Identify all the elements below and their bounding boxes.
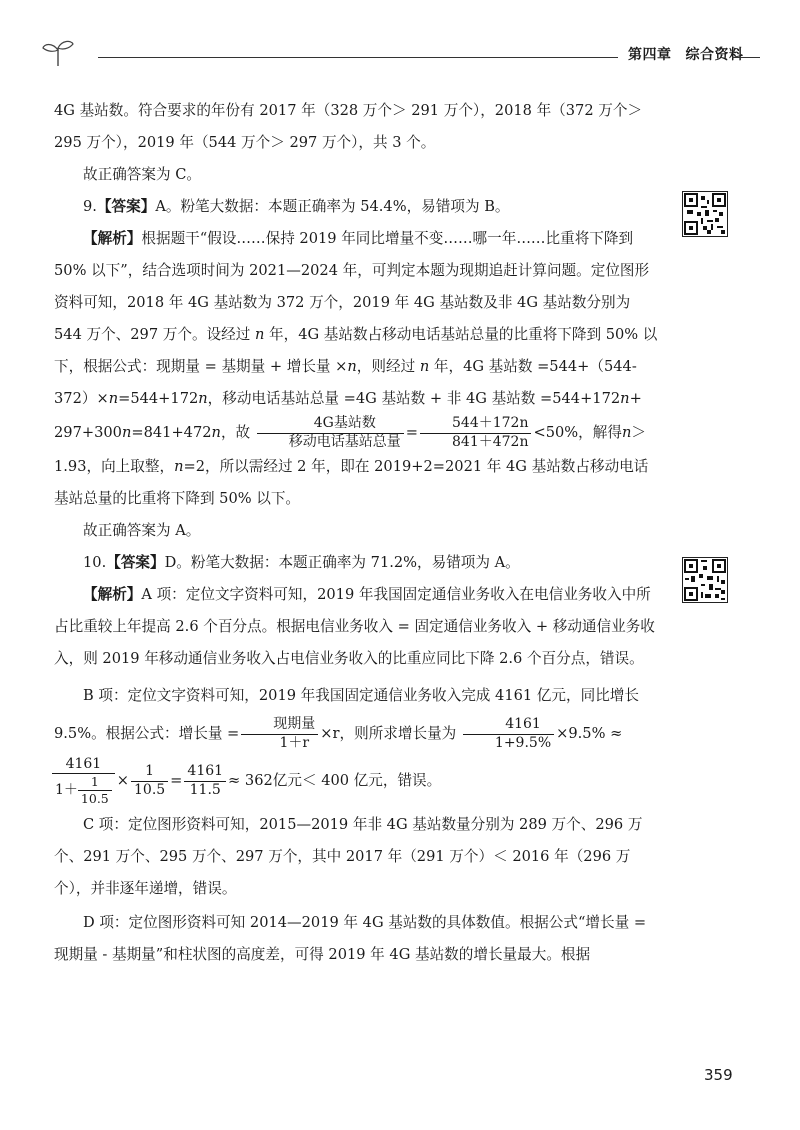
fraction-denominator: 10.5 — [134, 781, 166, 798]
q10-answer — [54, 547, 660, 579]
fraction-growth-value — [463, 716, 554, 752]
page-header — [40, 38, 760, 66]
option-b-analysis-3: ×9.5% ≈ — [556, 725, 623, 742]
fraction-ratio — [257, 415, 404, 451]
fraction-denominator: 10.5 — [80, 790, 109, 806]
answer-label: 【答案】 — [106, 554, 165, 571]
sprout-icon — [40, 38, 76, 68]
q10-analysis-a — [54, 579, 660, 675]
fraction-numerator: 4161 — [52, 756, 115, 775]
fraction-denominator: 移动电话基站总量 — [288, 433, 401, 450]
q9-analysis-text-e: =544+172 — [118, 390, 199, 407]
q10-analysis-d: D 项：定位图形资料可知 2014—2019 年 4G 基站数的具体数值。根据公式“增长量 = 现期量 - 基期量”和柱状图的高度差，可得 2019 年 4G 基站数的增长量最大。根据 — [54, 914, 647, 963]
fraction-denominator: 11.5 — [189, 781, 221, 798]
times-sign: × — [116, 772, 129, 789]
option-b-analysis-2: ，则所求增长量为 — [339, 725, 457, 742]
q10-analysis-b-cont — [50, 753, 660, 809]
header-rule-left — [98, 57, 618, 58]
q10-answer-text: D。粉笔大数据：本题正确率为 71.2%，易错项为 A。 — [164, 554, 520, 571]
fraction-one-over — [131, 763, 168, 799]
var-n: n — [198, 390, 208, 407]
eq-sign: = — [405, 424, 419, 441]
q9-analysis-text-c: ，则经过 — [356, 358, 416, 375]
q9-analysis-text-f: ，移动电话基站总量 =4G 基站数 + 非 4G 基站数 =544+172 — [207, 390, 621, 407]
var-n: n — [347, 358, 357, 375]
q9-analysis-text-k: ＞ 1.93，向上取整， — [54, 424, 646, 475]
fraction-numerator: 4161 — [463, 716, 554, 735]
var-n: n — [211, 424, 221, 441]
eq-sign: = — [170, 772, 183, 789]
q10-analysis-b — [54, 677, 660, 753]
q9-analysis-text-l: =2，所以需经过 2 年，即在 2019+2=2021 年 4G 基站数占移动电话基站总量的比重将下降到 50% 以下。 — [54, 458, 649, 507]
fraction-denominator: 1＋r — [279, 734, 310, 751]
qr-code-question-9[interactable] — [682, 191, 728, 237]
q10-number: 10. — [83, 554, 107, 571]
paragraph: 4G 基站数。符合要求的年份有 2017 年（328 万个＞ 291 万个），2018 年（372 万个＞ 295 万个），2019 年（544 万个＞ 297 万个），共 3 个。 — [54, 102, 643, 151]
q9-analysis-text-j: <50%，解得 — [533, 424, 622, 441]
one-plus: 1＋ — [55, 782, 78, 799]
fraction-expression — [420, 415, 531, 451]
fraction-denominator: 841＋472n — [452, 433, 529, 450]
var-n: n — [620, 390, 630, 407]
header-rule-right — [732, 57, 760, 58]
var-n: n — [108, 390, 119, 407]
analysis-label: 【解析】 — [83, 586, 142, 603]
q9-conclusion: 故正确答案为 A。 — [83, 522, 201, 539]
option-b-analysis-1: B 项：定位文字资料可知，2019 年我国固定通信业务收入完成 4161 亿元，同比增长 9.5%。根据公式：增长量 = — [54, 687, 639, 742]
qr-code-icon — [683, 192, 727, 236]
fraction-growth-formula — [241, 716, 318, 752]
qr-code-question-10[interactable] — [682, 557, 728, 603]
q9-analysis-text-i: ，故 — [220, 424, 251, 441]
q9-analysis-text-a: 根据题干“假设……保持 2019 年同比增量不变……哪一年……比重将下降到 50% 以下”，结合选项时间为 2021—2024 年，可判定本题为现期追赶计算问题。定位图形资料可知，2018 年 4G 基站数为 372 万个，2019 年 4G 基站数及非 4G 基站数分别为 544 万个、297 万个。设经过 — [54, 230, 650, 343]
chapter-number: 第四章 — [628, 47, 672, 63]
var-n: n — [419, 358, 430, 375]
fraction-numerator: 4G基站数 — [257, 415, 404, 434]
q9-analysis — [54, 223, 660, 515]
fraction-result — [184, 763, 226, 799]
chapter-heading — [628, 44, 744, 64]
var-n: n — [621, 424, 632, 441]
analysis-label: 【解析】 — [83, 230, 142, 247]
fraction-numerator: 现期量 — [241, 716, 318, 735]
fraction-inner — [78, 774, 112, 806]
fraction-denominator — [52, 774, 115, 806]
page-number: 359 — [704, 1066, 733, 1084]
q9-analysis-text-g: + 297+300 — [54, 390, 642, 441]
fraction-numerator: 4161 — [184, 763, 226, 782]
q9-answer-text: A。粉笔大数据：本题正确率为 54.4%，易错项为 B。 — [155, 198, 510, 215]
fraction-numerator: 1 — [78, 774, 112, 791]
paragraph-conclusion: 故正确答案为 C。 — [83, 166, 201, 183]
fraction-numerator: 544＋172n — [420, 415, 531, 434]
page-body — [54, 95, 660, 971]
q10-analysis-c: C 项：定位图形资料可知，2015—2019 年非 4G 基站数量分别为 289 万个、296 万个、291 万个、295 万个、297 万个，其中 2017 年（291 万个）＜ 2016 年（296 万个），并非逐年递增，错误。 — [54, 816, 643, 897]
answer-label: 【答案】 — [96, 198, 156, 215]
q9-answer — [54, 191, 660, 223]
q9-number: 9. — [83, 198, 97, 215]
times-r: ×r — [320, 725, 340, 742]
fraction-numerator: 1 — [131, 763, 168, 782]
q9-analysis-text-d: 年，4G 基站数 =544+（544-372）× — [54, 358, 637, 407]
q9-analysis-text-h: =841+472 — [131, 424, 212, 441]
var-n: n — [254, 326, 265, 343]
fraction-denominator: 1+9.5% — [494, 734, 552, 751]
q9-analysis-text-b: 年，4G 基站数占移动电话基站总量的比重将下降到 50% 以下，根据公式：现期量 = 基期量 + 增长量 × — [54, 326, 658, 375]
var-n: n — [174, 458, 184, 475]
fraction-nested — [52, 756, 115, 807]
var-n: n — [121, 424, 132, 441]
option-a-analysis: A 项：定位文字资料可知，2019 年我国固定通信业务收入在电信业务收入中所占比重较上年提高 2.6 个百分点。根据电信业务收入 = 固定通信业务收入 + 移动通信业务收入，则 2019 年移动通信业务收入占电信业务收入的比重应同比下降 2.6 个百分点，错误。 — [54, 586, 655, 667]
chapter-title: 综合资料 — [685, 47, 744, 63]
option-b-analysis-4: ≈ 362亿元＜ 400 亿元，错误。 — [228, 772, 442, 789]
qr-code-icon — [683, 558, 727, 602]
